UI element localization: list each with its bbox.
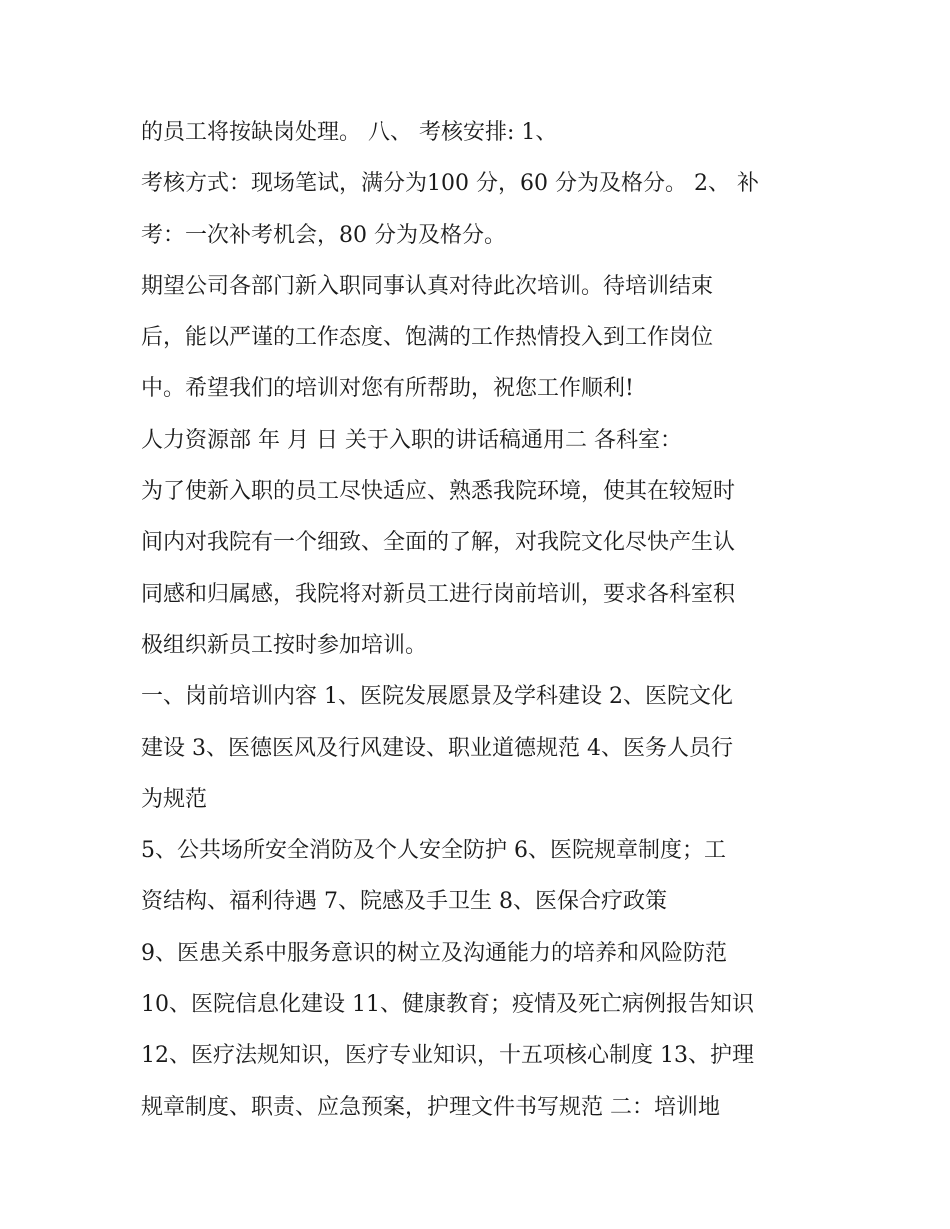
- text-line: 10、医院信息化建设 11、健康教育；疫情及死亡病例报告知识: [141, 992, 754, 1018]
- text-line: 人力资源部 年 月 日 关于入职的讲话稿通用二 各科室：: [141, 427, 682, 453]
- text-line: 为规范: [141, 786, 208, 812]
- text-line: 规章制度、职责、应急预案，护理文件书写规范 二：培训地: [141, 1094, 720, 1120]
- text-line: 后，能以严谨的工作态度、饱满的工作热情投入到工作岗位: [141, 325, 714, 351]
- text-line: 的员工将按缺岗处理。 八、 考核安排: 1、: [141, 120, 558, 145]
- text-line: 考：一次补考机会，80 分为及格分。: [141, 222, 506, 248]
- text-line: 12、医疗法规知识，医疗专业知识，十五项核心制度 13、护理: [141, 1043, 754, 1069]
- text-line: 建设 3、医德医风及行风建设、职业道德规范 4、医务人员行: [141, 735, 733, 761]
- text-line: 间内对我院有一个细致、全面的了解，对我院文化尽快产生认: [141, 530, 736, 556]
- text-line: 5、公共场所安全消防及个人安全防护 6、医院规章制度；工: [141, 838, 726, 864]
- text-line: 为了使新入职的员工尽快适应、熟悉我院环境，使其在较短时: [141, 479, 736, 505]
- text-line: 中。希望我们的培训对您有所帮助，祝您工作顺利!: [141, 376, 634, 402]
- text-line: 一、岗前培训内容 1、医院发展愿景及学科建设 2、医院文化: [141, 684, 733, 710]
- text-line: 9、医患关系中服务意识的树立及沟通能力的培养和风险防范: [141, 940, 727, 966]
- text-line: 同感和归属感，我院将对新员工进行岗前培训，要求各科室积: [141, 581, 736, 607]
- text-line: 考核方式：现场笔试，满分为100 分，60 分为及格分。 2、 补: [141, 171, 759, 197]
- text-line: 期望公司各部门新入职同事认真对待此次培训。待培训结束: [141, 273, 714, 299]
- text-line: 资结构、福利待遇 7、院感及手卫生 8、医保合疗政策: [141, 889, 667, 915]
- document-body: [141, 107, 831, 1133]
- text-line: 极组织新员工按时参加培训。: [141, 632, 428, 658]
